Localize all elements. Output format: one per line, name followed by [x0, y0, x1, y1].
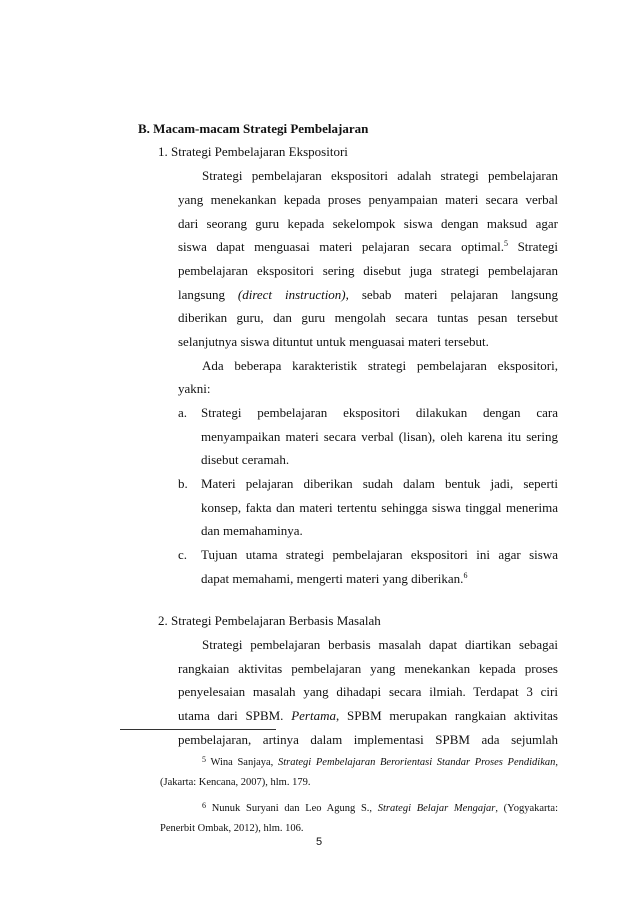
- footnote-5-comma: ,: [555, 757, 558, 768]
- item1-p1-line6-italic: (direct instruction),: [237, 287, 349, 302]
- list-marker-a: a.: [178, 405, 188, 420]
- list-a-line2: menyampaikan materi secara verbal (lisan), oleh karena itu sering: [201, 429, 558, 444]
- footnote-separator: [120, 729, 276, 730]
- item2-line1: Strategi pembelajaran berbasis masalah dapat diartikan sebagai: [202, 637, 558, 652]
- item1-p1-line2: yang menekankan kepada proses penyampaian materi secara verbal: [178, 192, 558, 207]
- item1-p1-line4: [178, 239, 558, 255]
- footnote-6-tail: , (Yogyakarta:: [495, 803, 559, 814]
- item1-p1-line6: [178, 287, 558, 303]
- list-a-line3: disebut ceramah.: [201, 452, 290, 467]
- item2-line4-text: utama dari SPBM.: [178, 708, 292, 723]
- item1-p1-line6-tail: sebab materi pelajaran langsung: [348, 287, 558, 302]
- item2-line4-tail: , SPBM merupakan rangkaian aktivitas: [335, 708, 558, 723]
- item2-line5: pembelajaran, artinya dalam implementasi SPBM ada sejumlah: [178, 732, 558, 747]
- footnote-5-title: Strategi Pembelajaran Berorientasi Standar Proses Pendidikan: [277, 757, 556, 768]
- list-marker-c: c.: [178, 547, 188, 562]
- item1-title: 1. Strategi Pembelajaran Ekspositori: [158, 144, 348, 159]
- item2-line4-italic: Pertama: [291, 708, 336, 723]
- footnote-5-number: 5: [202, 755, 206, 764]
- footnote-6-number: 6: [202, 801, 206, 810]
- item2-line3: penyelesaian masalah yang dihadapi secara ilmiah. Terdapat 3 ciri: [178, 684, 558, 699]
- list-a-line1: Strategi pembelajaran ekspositori dilakukan dengan cara: [201, 405, 558, 420]
- item1-p1-line4-tail: Strategi: [508, 239, 559, 254]
- list-b-line3: dan memahaminya.: [201, 523, 303, 538]
- list-b-line2: konsep, fakta dan materi tertentu sehingga siswa tinggal menerima: [201, 500, 558, 515]
- list-marker-b: b.: [178, 476, 188, 491]
- footnote-5-line2: (Jakarta: Kencana, 2007), hlm. 179.: [160, 777, 311, 788]
- footnote-5-line1: [202, 753, 558, 770]
- item1-p1-line4-text: siswa dapat menguasai materi pelajaran secara optimal.: [178, 239, 505, 254]
- list-c-line2-text: dapat memahami, mengerti materi yang diberikan.: [201, 571, 464, 586]
- item2-line4: [178, 708, 558, 724]
- item2-title: 2. Strategi Pembelajaran Berbasis Masalah: [158, 613, 381, 628]
- list-c-line1: Tujuan utama strategi pembelajaran ekspositori ini agar siswa: [201, 547, 558, 562]
- item2-line2: rangkaian aktivitas pembelajaran yang menekankan kepada proses: [178, 661, 558, 676]
- list-c-line2: [201, 571, 467, 587]
- footnote-6-line2: Penerbit Ombak, 2012), hlm. 106.: [160, 823, 304, 834]
- item1-p1-line6-text: langsung: [178, 287, 238, 302]
- item1-p1-line5: pembelajaran ekspositori sering disebut juga strategi pembelajaran: [178, 263, 558, 278]
- footnote-6-author: Nunuk Suryani dan Leo Agung S.,: [206, 803, 378, 814]
- item1-p1-line3: dari seorang guru kepada sekelompok siswa dengan maksud agar: [178, 216, 558, 231]
- item1-p1-line7: diberikan guru, dan guru mengolah secara tuntas pesan tersebut: [178, 310, 558, 325]
- item1-p2-line2: yakni:: [178, 381, 211, 396]
- footnote-ref-5: 5: [504, 239, 509, 248]
- item1-p1-line1: Strategi pembelajaran ekspositori adalah strategi pembelajaran: [202, 168, 558, 183]
- item1-p2-line1: Ada beberapa karakteristik strategi pembelajaran ekspositori,: [202, 358, 558, 373]
- footnote-6-title: Strategi Belajar Mengajar: [377, 803, 496, 814]
- list-b-line1: Materi pelajaran diberikan sudah dalam bentuk jadi, seperti: [201, 476, 558, 491]
- footnote-6-line1: [202, 799, 558, 816]
- page-number: 5: [315, 836, 323, 848]
- footnote-5-author: Wina Sanjaya,: [206, 757, 278, 768]
- footnote-ref-6: 6: [463, 571, 468, 580]
- item1-p1-line8: selanjutnya siswa dituntut untuk menguasai materi tersebut.: [178, 334, 489, 349]
- section-heading: B. Macam-macam Strategi Pembelajaran: [138, 121, 369, 136]
